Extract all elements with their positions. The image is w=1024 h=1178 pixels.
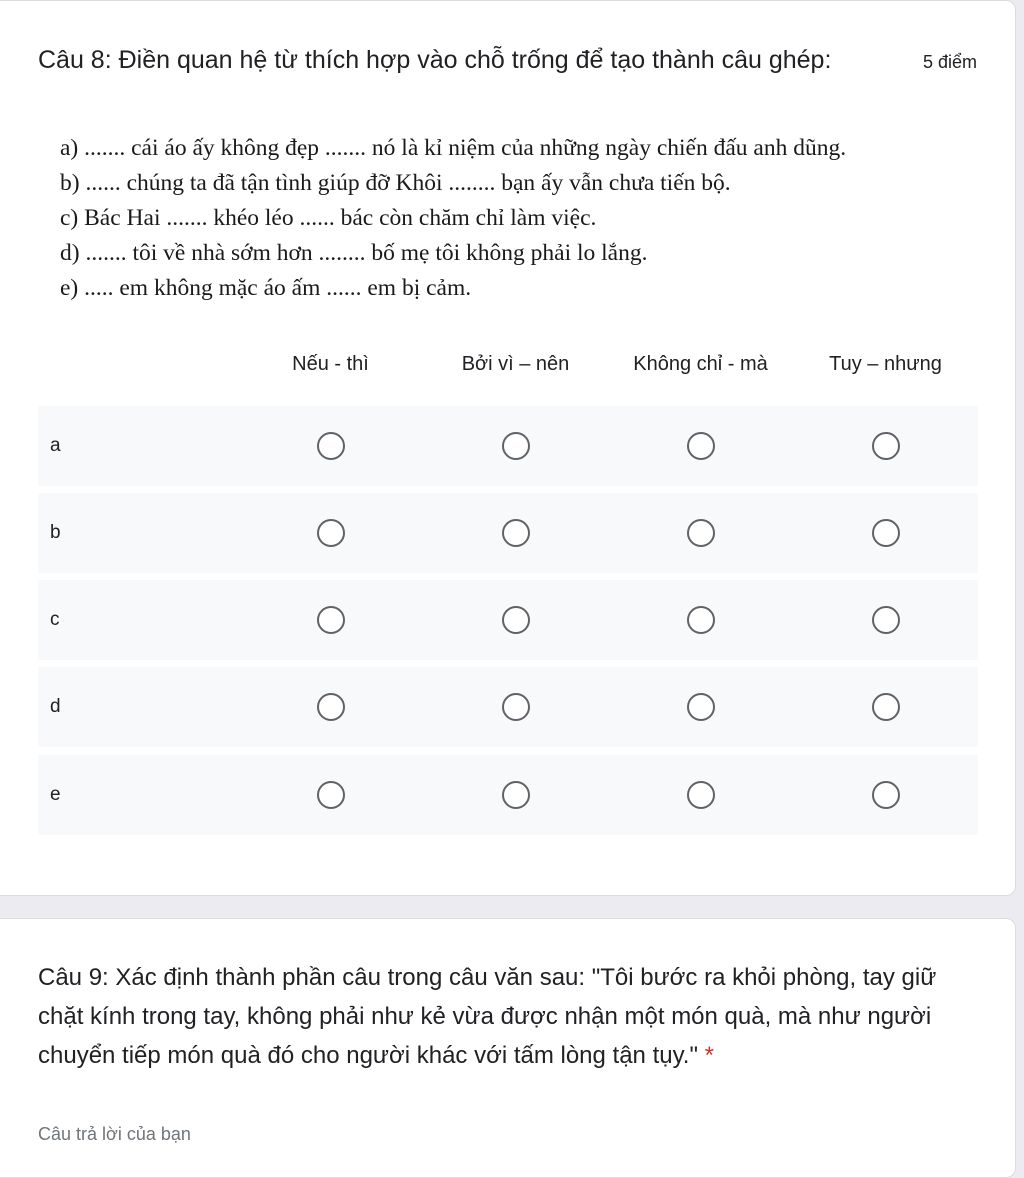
sentence-b: b) ...... chúng ta đã tận tình giúp đỡ Khôi ........ bạn ấy vẫn chưa tiến bộ. [60, 170, 731, 196]
grid-row-c [38, 580, 978, 660]
radio-a-tuy-nhung[interactable] [872, 432, 900, 460]
question-text: Câu 9: Xác định thành phần câu trong câu văn sau: "Tôi bước ra khỏi phòng, tay giữ chặt kính trong tay, không phải như kẻ vừa được nhận một món quà, mà như người chuyển tiếp món quà đó cho người khác với tấm lòng tận tụy." [38, 964, 937, 1069]
grid-row-d [38, 667, 978, 747]
grid-row-b [38, 493, 978, 573]
sentence-e: e) ..... em không mặc áo ấm ...... em bị cảm. [60, 275, 472, 301]
grid-row-e [38, 755, 978, 835]
question-title [38, 958, 978, 1075]
radio-c-neu-thi[interactable] [317, 606, 345, 634]
radio-b-tuy-nhung[interactable] [872, 519, 900, 547]
radio-d-neu-thi[interactable] [317, 693, 345, 721]
sentence-a: a) ....... cái áo ấy không đẹp ....... nó là kỉ niệm của những ngày chiến đấu anh dũng. [60, 135, 847, 161]
row-label: c [50, 609, 60, 630]
question-title: Câu 8: Điền quan hệ từ thích hợp vào chỗ trống để tạo thành câu ghép: [38, 46, 832, 74]
sentence-d: d) ....... tôi về nhà sớm hơn ........ bố mẹ tôi không phải lo lắng. [60, 240, 648, 266]
radio-a-khong-chi-ma[interactable] [687, 432, 715, 460]
radio-d-tuy-nhung[interactable] [872, 693, 900, 721]
column-header: Nếu - thì [292, 353, 369, 375]
required-asterisk: * [704, 1042, 715, 1069]
grid-column-headers [238, 344, 978, 384]
radio-b-khong-chi-ma[interactable] [687, 519, 715, 547]
radio-e-boi-vi-nen[interactable] [502, 781, 530, 809]
column-header: Không chỉ - mà [633, 353, 768, 375]
points-label: 5 điểm [922, 52, 977, 72]
sentence-c: c) Bác Hai ....... khéo léo ...... bác còn chăm chỉ làm việc. [60, 205, 597, 231]
column-header: Bởi vì – nên [461, 353, 570, 375]
radio-e-neu-thi[interactable] [317, 781, 345, 809]
question-card-9 [0, 918, 1016, 1178]
radio-c-tuy-nhung[interactable] [872, 606, 900, 634]
radio-d-khong-chi-ma[interactable] [687, 693, 715, 721]
radio-a-neu-thi[interactable] [317, 432, 345, 460]
answer-input[interactable]: Câu trả lời của bạn [38, 1124, 191, 1144]
grid-row-a [38, 406, 978, 486]
exercise-text [60, 131, 990, 306]
radio-c-khong-chi-ma[interactable] [687, 606, 715, 634]
radio-c-boi-vi-nen[interactable] [502, 606, 530, 634]
radio-b-boi-vi-nen[interactable] [502, 519, 530, 547]
question-header [38, 43, 977, 77]
radio-e-tuy-nhung[interactable] [872, 781, 900, 809]
row-label: e [50, 784, 61, 805]
radio-b-neu-thi[interactable] [317, 519, 345, 547]
column-header: Tuy – nhưng [829, 353, 942, 375]
row-label: b [50, 522, 61, 543]
radio-e-khong-chi-ma[interactable] [687, 781, 715, 809]
radio-a-boi-vi-nen[interactable] [502, 432, 530, 460]
radio-d-boi-vi-nen[interactable] [502, 693, 530, 721]
row-label: d [50, 696, 61, 717]
row-label: a [50, 435, 61, 456]
